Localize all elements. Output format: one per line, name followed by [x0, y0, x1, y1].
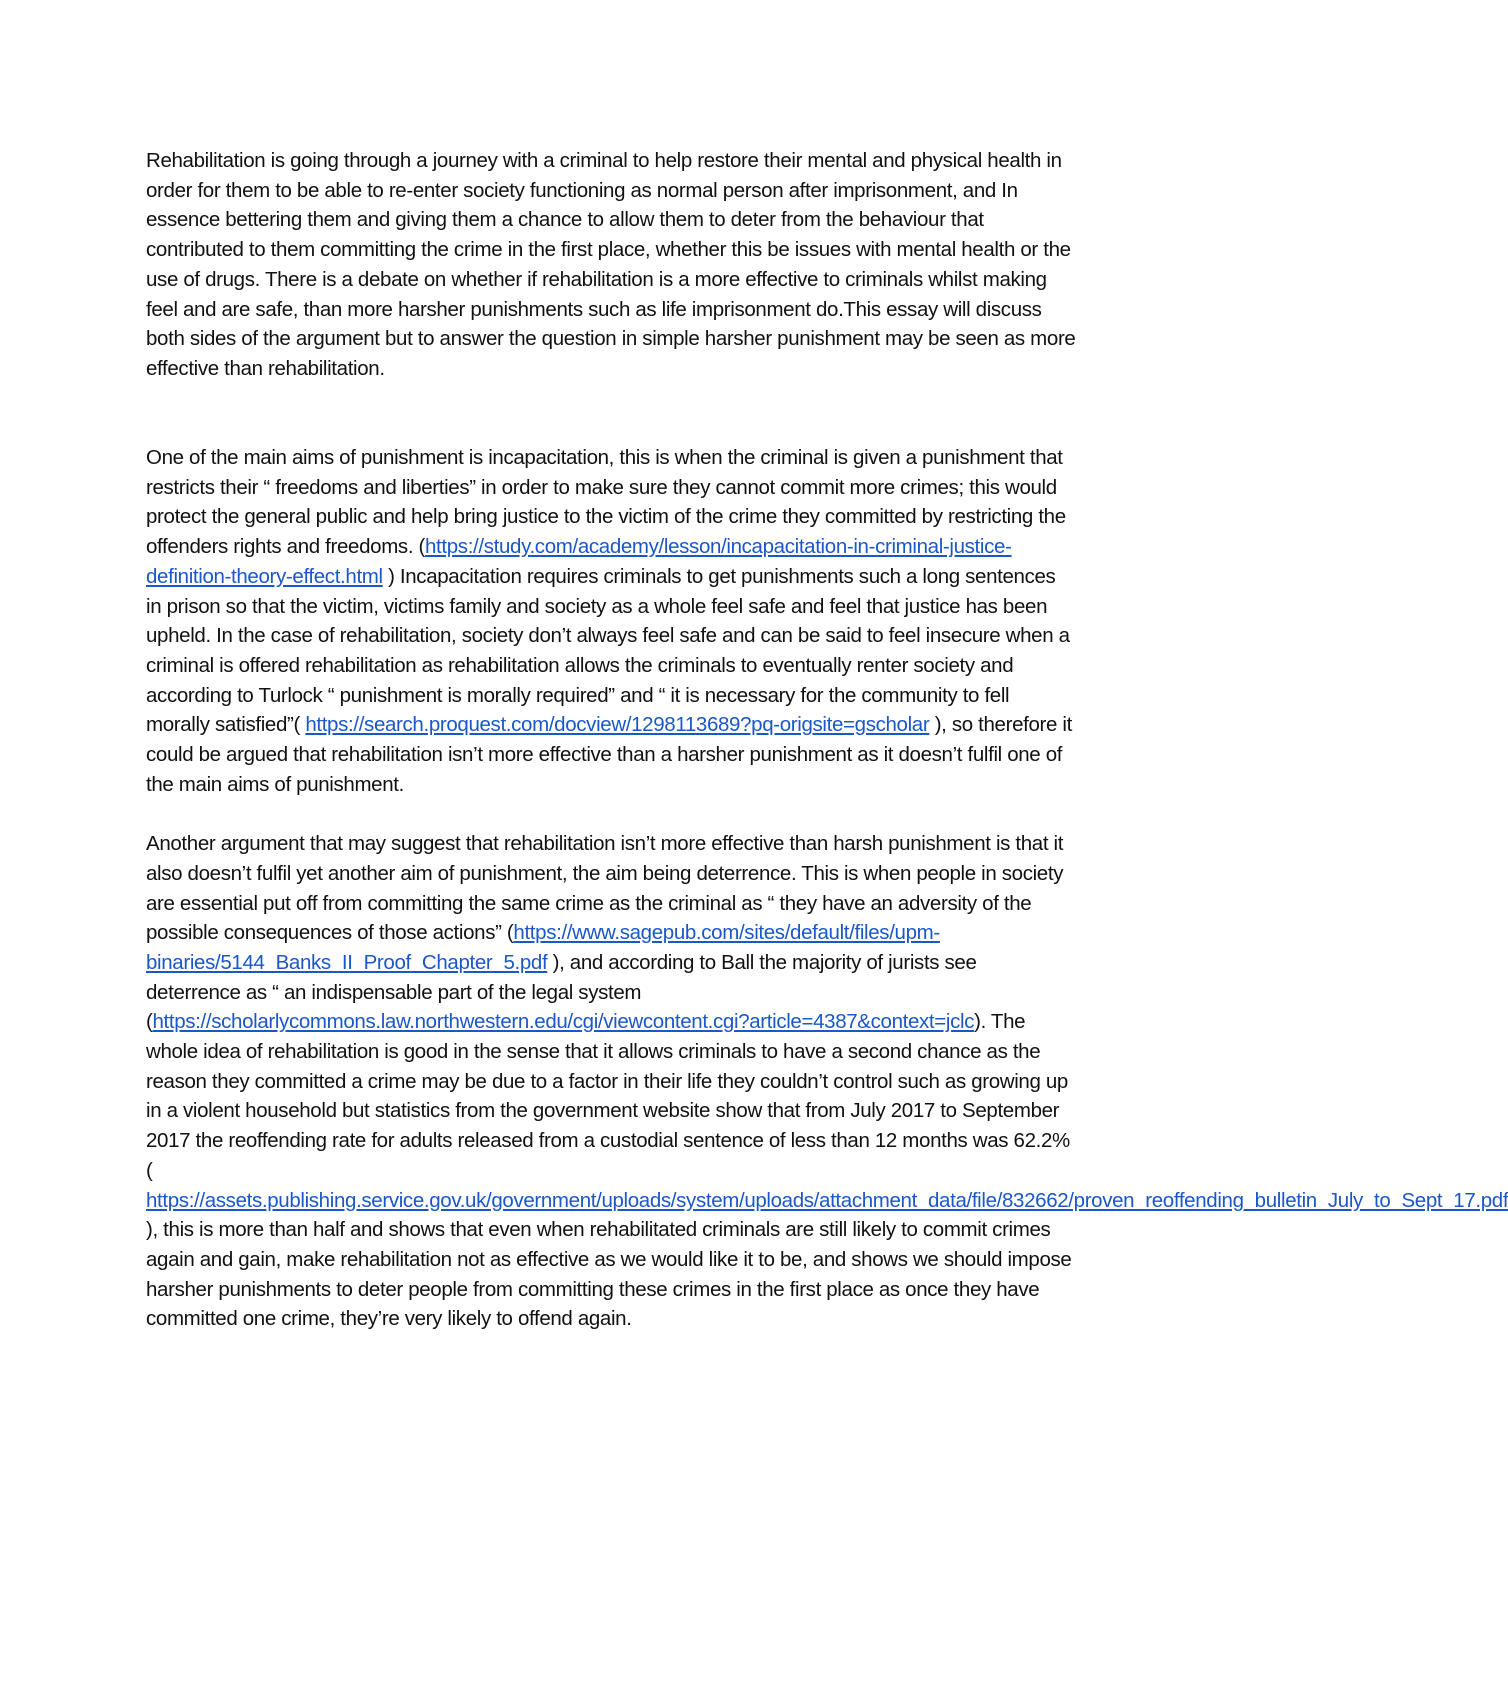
- paragraph-text: ), and according to Ball the majority of jurists see deterrence as “ an indispensable part of the legal system (: [146, 950, 977, 1034]
- hyperlink-proquest[interactable]: https://search.proquest.com/docview/1298113689?pq-origsite=gscholar: [305, 713, 930, 737]
- hyperlink-study-com[interactable]: https://study.com/academy/lesson/incapacitation-in-criminal-justice-definition-theory-effect.html: [146, 535, 1012, 588]
- hyperlink-northwestern[interactable]: https://scholarlycommons.law.northwestern.edu/cgi/viewcontent.cgi?article=4387&context=jclc: [152, 1010, 975, 1034]
- paragraph-text: ), so therefore it could be argued that rehabilitation isn’t more effective than a harsher punishment as it doesn’t fulfil one of the main aims of punishment.: [146, 713, 1072, 796]
- paragraph-spacer: [146, 799, 1076, 829]
- essay-body: [146, 146, 1508, 1334]
- paragraph-spacer: [146, 384, 1076, 443]
- paragraph-text: ), this is more than half and shows that even when rehabilitated criminals are still likely to commit crimes again and gain, make rehabilitation not as effective as we would like it to be, and shows we should impose harsher punishments to deter people from committing these crimes in the first place as once they have committed one crime, they’re very likely to offend again.: [146, 1218, 1072, 1331]
- paragraph-text: Rehabilitation is going through a journey with a criminal to help restore their mental and physical health in order for them to be able to re-enter society functioning as normal person after imprisonment, and In essence bettering them and giving them a chance to allow them to deter from the behaviour that contributed to them committing the crime in the first place, whether this be issues with mental health or the use of drugs. There is a debate on whether if rehabilitation is a more effective to criminals whilst making feel and are safe, than more harsher punishments such as life imprisonment do.This essay will discuss both sides of the argument but to answer the question in simple harsher punishment may be seen as more effective than rehabilitation.: [146, 149, 1076, 380]
- paragraph-incapacitation: [146, 443, 1076, 799]
- paragraph-text: ) Incapacitation requires criminals to get punishments such a long sentences in prison so that the victim, victims family and society as a whole feel safe and feel that justice has been upheld. In the case of rehabilitation, society don’t always feel safe and can be said to feel insecure when a criminal is offered rehabilitation as rehabilitation allows the criminals to eventually renter society and according to Turlock “ punishment is morally required” and “ it is necessary for the community to fell morally satisfied”(: [146, 564, 1070, 737]
- paragraph-text: ). The whole idea of rehabilitation is good in the sense that it allows criminals to have a second chance as the reason they committed a crime may be due to a factor in their life they couldn’t control such as growing up in a violent household but statistics from the government website show that from July 2017 to September 2017 the reoffending rate for adults released from a custodial sentence of less than 12 months was 62.2% (: [146, 1010, 1070, 1182]
- paragraph-text: Another argument that may suggest that rehabilitation isn’t more effective than harsh punishment is that it also doesn’t fulfil yet another aim of punishment, the aim being deterrence. This is when people in society are essential put off from committing the same crime as the criminal as “ they have an adversity of the possible consequences of those actions” (: [146, 832, 1064, 945]
- paragraph-introduction: [146, 146, 1076, 384]
- hyperlink-sagepub[interactable]: https://www.sagepub.com/sites/default/files/upm-binaries/5144_Banks_II_Proof_Chapter_5.pdf: [146, 921, 940, 974]
- hyperlink-gov-uk[interactable]: https://assets.publishing.service.gov.uk/government/uploads/system/uploads/attachment_data/file/832662/proven_reoffending_bulletin_July_to_Sept_17.pdf: [146, 1188, 1508, 1212]
- paragraph-text: One of the main aims of punishment is incapacitation, this is when the criminal is given a punishment that restricts their “ freedoms and liberties” in order to make sure they cannot commit more crimes; this would protect the general public and help bring justice to the victim of the crime they committed by restricting the offenders rights and freedoms. (: [146, 446, 1066, 559]
- paragraph-deterrence: [146, 829, 1508, 1334]
